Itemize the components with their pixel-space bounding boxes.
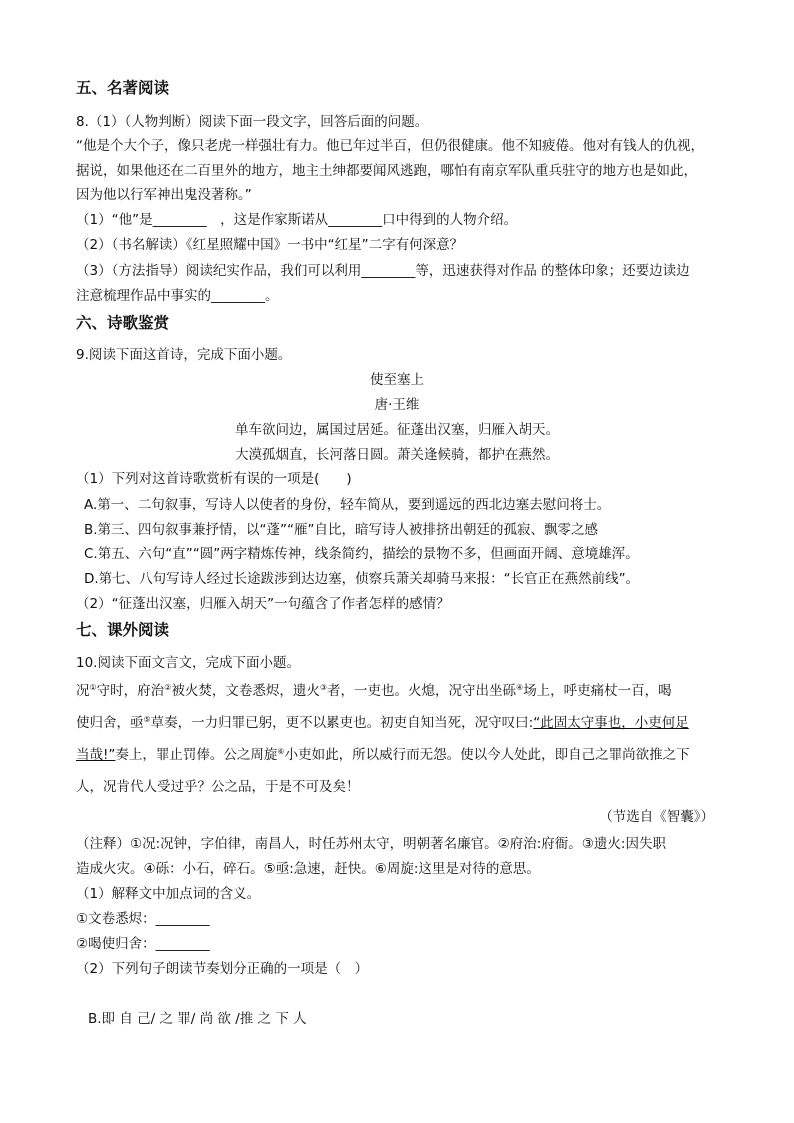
poem-line-1: 单车欲问边，属国过居延。征蓬出汉塞，归雁入胡天。 xyxy=(235,422,559,438)
question-8-3-line-2: 注意梳理作品中事实的________。 xyxy=(76,288,279,304)
classical-text-segment: 草奏，一力归罪已躬，更不以累吏也。初吏自知当死，况守叹曰: xyxy=(150,715,534,731)
source-citation: （节选自《智囊》） xyxy=(599,809,714,825)
poem-line-2: 大漠孤烟直，长河落日圆。萧关逢候骑，都护在燕然。 xyxy=(235,447,559,463)
classical-text-segment: 使归舍，亟 xyxy=(76,715,144,731)
section-heading-7: 七、课外阅读 xyxy=(76,621,170,639)
question-8-3-line-1: （3）（方法指导）阅读纪实作品，我们可以利用________等，迅速获得对作品 的整体印象；还要边读边 xyxy=(76,263,690,279)
classical-text-line-3 xyxy=(76,744,690,766)
classical-text-segment: 小吏如此，所以威行而无怨。使以今人处此，即自己之罪尚欲推之下 xyxy=(284,747,690,763)
question-10-1: （1）解释文中加点词的含义。 xyxy=(76,886,261,902)
question-9-1: （1）下列对这首诗歌赏析有误的一项是( ) xyxy=(76,471,352,487)
classical-text-segment: 况 xyxy=(76,683,90,699)
poem-author: 唐·王维 xyxy=(374,397,420,413)
question-10-1-item-2: ②喝使归舍：________ xyxy=(76,936,210,952)
poem-title: 使至塞上 xyxy=(370,372,424,388)
question-10-2: （2）下列句子朗读节奏划分正确的一项是（ ） xyxy=(76,961,369,977)
option-a: A.第一、二句叙事，写诗人以使者的身份，轻车简从，要到遥远的西北边塞去慰问将士。 xyxy=(84,497,611,513)
section-heading-5: 五、名著阅读 xyxy=(76,79,170,97)
note-marker: ⑤ xyxy=(143,715,151,724)
note-marker: ③ xyxy=(319,683,328,692)
passage-line-1: “他是个大个子，像只老虎一样强壮有力。他已年过半百，但仍很健康。他不知疲倦。他对有钱人的仇视， xyxy=(76,138,704,154)
classical-text-segment: 被火焚，文卷悉烬，遗火 xyxy=(171,683,320,699)
passage-line-3: 因为他以行军神出鬼没著称。” xyxy=(76,187,252,203)
notes-line-1: （注释）①况:况钟，字伯律，南昌人，时任苏州太守，明朝著名廉官。②府治:府衙。③遗火:因失职 xyxy=(76,836,666,852)
classical-text-segment: 场上，呼吏痛杖一百，喝 xyxy=(523,683,672,699)
classical-text-line-4: 人，况肯代人受过乎？公之品，于是不可及矣！ xyxy=(76,779,360,795)
section-heading-6: 六、诗歌鉴赏 xyxy=(76,314,170,332)
classical-text-segment: 者，一吏也。火熄，况守出坐砾 xyxy=(327,683,517,699)
option-b: B.第三、四句叙事兼抒情，以“蓬”“雁”自比，暗写诗人被排挤出朝廷的孤寂、飘零之感 xyxy=(84,522,599,538)
classical-text-segment: 守时，府治 xyxy=(96,683,165,699)
classical-text-segment: 奏上，罪止罚俸。公之周旋 xyxy=(115,747,278,763)
note-marker: ① xyxy=(89,683,97,692)
classical-text-line-1 xyxy=(76,680,672,702)
question-8-2: （2）（书名解读）《红星照耀中国》一书中“红星”二字有何深意？ xyxy=(76,237,464,253)
note-marker: ④ xyxy=(516,683,524,692)
note-marker: ⑥ xyxy=(277,747,285,756)
question-10-intro: 10.阅读下面文言文，完成下面小题。 xyxy=(76,655,300,671)
option-b-rhythm: B.即 自 己/ 之 罪/ 尚 欲 /推 之 下 人 xyxy=(88,1011,307,1027)
question-9-intro: 9.阅读下面这首诗，完成下面小题。 xyxy=(76,347,292,363)
question-8-1: （1）“他”是________ ，这是作家斯诺从________口中得到的人物介绍。 xyxy=(76,212,518,228)
question-9-2: （2）“征蓬出汉塞，归雁入胡天”一句蕴含了作者怎样的感情？ xyxy=(76,596,450,612)
option-c: C.第五、六句“直”“圆”两字精炼传神，线条简约，描绘的景物不多，但画面开阔、意境雄浑。 xyxy=(84,546,639,562)
underlined-quote: 当哉!” xyxy=(76,747,116,763)
underlined-quote: “此固太守事也，小吏何足 xyxy=(533,715,689,731)
note-marker: ② xyxy=(164,683,172,692)
classical-text-line-2 xyxy=(76,712,689,734)
notes-line-2: 造成火灾。④砾：小石，碎石。⑤亟:急速，赶快。⑥周旋:这里是对待的意思。 xyxy=(76,861,540,877)
passage-line-2: 据说，如果他还在二百里外的地方，地主土绅都要闻风逃跑，哪怕有南京军队重兵驻守的地方也是如此， xyxy=(76,163,697,179)
question-8-intro: 8.（1）（人物判断）阅读下面一段文字，回答后面的问题。 xyxy=(76,114,429,130)
question-10-1-item-1: ①文卷悉烬：________ xyxy=(76,911,210,927)
option-d: D.第七、八句写诗人经过长途跋涉到达边塞，侦察兵萧关却骑马来报：“长官正在燕然前线”。 xyxy=(84,571,640,587)
